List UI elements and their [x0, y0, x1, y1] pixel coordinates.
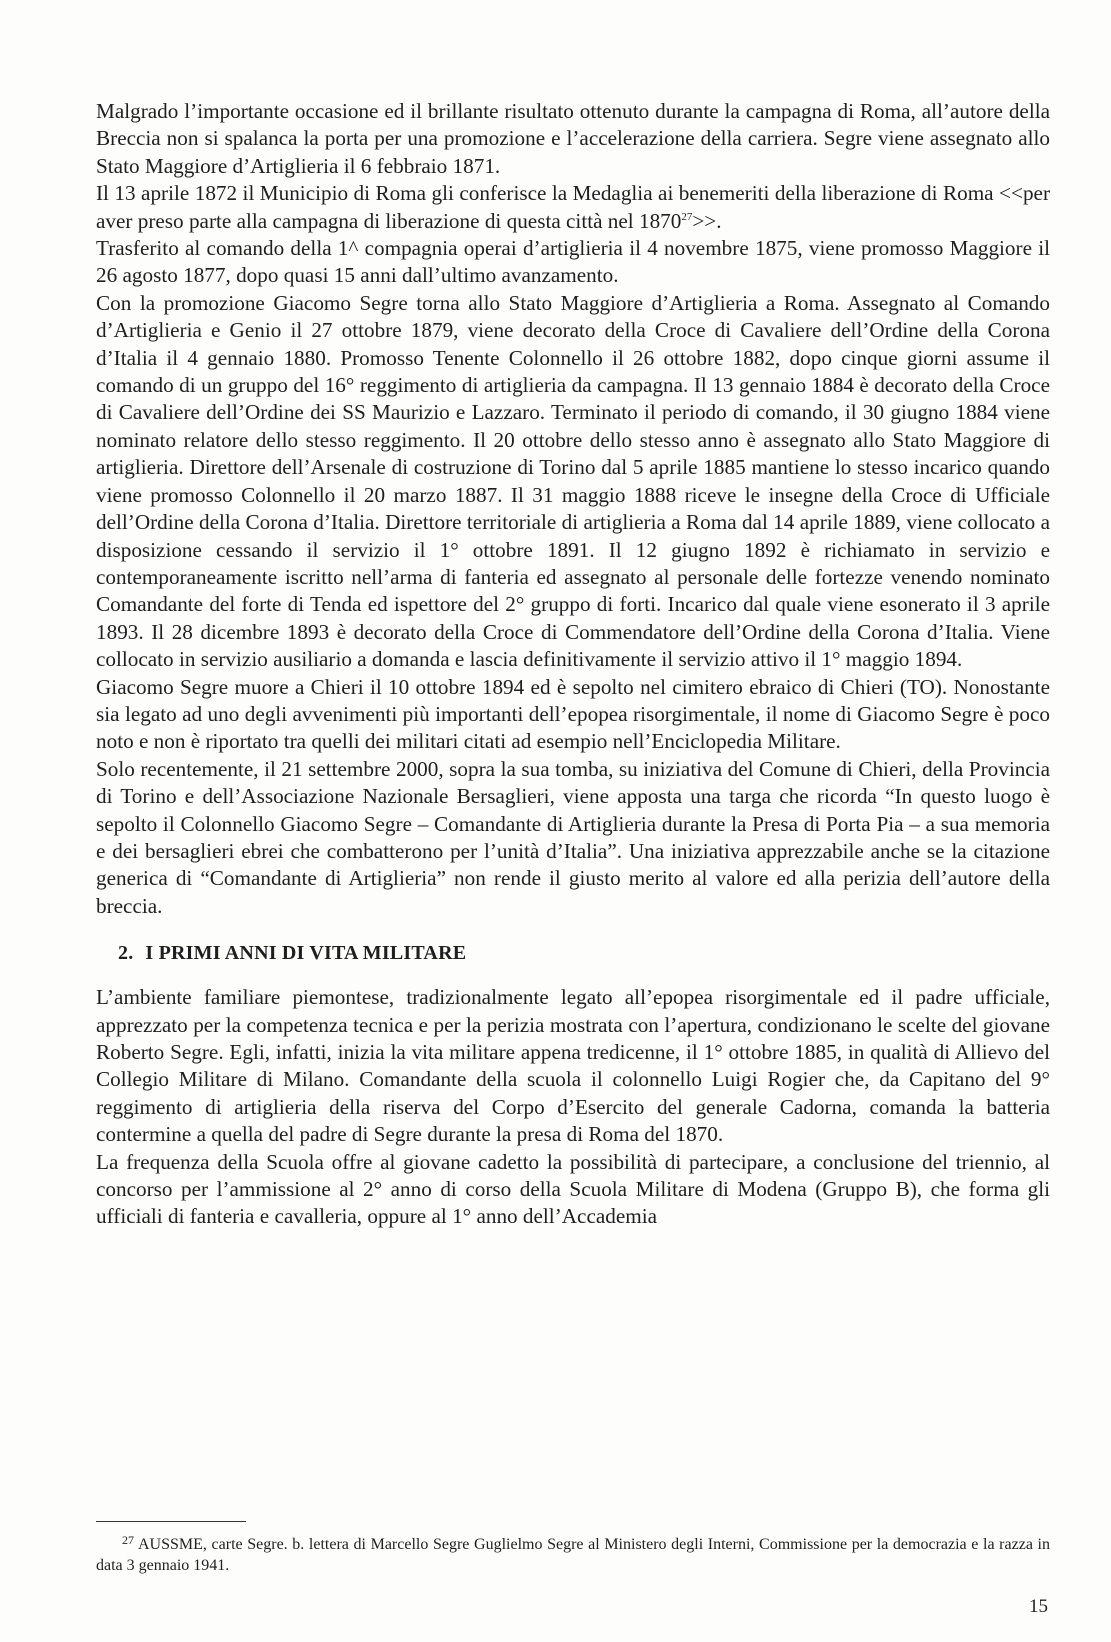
paragraph-promotion: Malgrado l’importante occasione ed il brillante risultato ottenuto durante la campagna di Roma, all’autore della Breccia non si spalanca la porta per una promozione e l’accelerazione della carriera. Segre viene assegnato allo Stato Maggiore d’Artiglieria il 6 febbraio 1871. — [96, 99, 1050, 178]
paragraph-career: Con la promozione Giacomo Segre torna allo Stato Maggiore d’Artiglieria a Roma. Assegnato al Comando d’Artiglieria e Genio il 27 ottobre 1879, viene decorato della Croce di Cavaliere dell’Ordine della Corona d’Italia il 4 gennaio 1880. Promosso Tenente Colonnello il 26 ottobre 1882, dopo cinque giorni assume il comando di un gruppo del 16° reggimento di artiglieria da campagna. Il 13 gennaio 1884 è decorato della Croce di Cavaliere dell’Ordine dei SS Maurizio e Lazzaro. Terminato il periodo di comando, il 30 giugno 1884 viene nominato relatore dello stesso reggimento. Il 20 ottobre dello stesso anno è assegnato allo Stato Maggiore di artiglieria. Direttore dell’Arsenale di costruzione di Torino dal 5 aprile 1885 mantiene lo stesso incarico quando viene promosso Colonnello il 20 marzo 1887. Il 31 maggio 1888 riceve le insegne della Croce di Ufficiale dell’Ordine della Corona d’Italia. Direttore territoriale di artiglieria a Roma dal 14 aprile 1889, viene collocato a disposizione cessando il servizio il 1° ottobre 1891. Il 12 giugno 1892 è richiamato in servizio e contemporaneamente iscritto nell’arma di fanteria ed assegnato al personale delle fortezze venendo nominato Comandante del forte di Tenda ed ispettore del 2° gruppo di forti. Incarico dal quale viene esonerato il 3 aprile 1893. Il 28 dicembre 1893 è decorato della Croce di Commendatore dell’Ordine della Corona d’Italia. Viene collocato in servizio ausiliario a domanda e lascia definitivamente il servizio attivo il 1° maggio 1894. — [96, 290, 1050, 672]
paragraph-medal — [96, 180, 1050, 235]
footnote-divider — [96, 1521, 246, 1522]
paragraph-plaque: Solo recentemente, il 21 settembre 2000, sopra la sua tomba, su iniziativa del Comune di Chieri, della Provincia di Torino e dell’Associazione Nazionale Bersaglieri, viene apposta una targa che ricorda “In questo luogo è sepolto il Colonnello Giacomo Segre – Comandante di Artiglieria durante la Presa di Porta Pia – a sua memoria e dei bersaglieri ebrei che combatterono per l’unità d’Italia”. Una iniziativa apprezzabile anche se la citazione generica di “Comandante di Artiglieria” non rende il giusto merito al valore ed alla perizia dell’autore della breccia. — [96, 756, 1050, 918]
section-heading — [118, 938, 1050, 968]
medal-text-end: >>. — [692, 208, 722, 233]
page-number: 15 — [1029, 1596, 1048, 1617]
footnote-ref: 27 — [681, 210, 693, 223]
paragraph-transfer: Trasferito al comando della 1^ compagnia operai d’artiglieria il 4 novembre 1875, viene promosso Maggiore il 26 agosto 1877, dopo quasi 15 anni dall’ultimo avanzamento. — [96, 236, 1050, 288]
footnote — [96, 1530, 1050, 1576]
section-title: I PRIMI ANNI DI VITA MILITARE — [145, 942, 467, 965]
section-number: 2. — [118, 942, 134, 965]
paragraph-family: L’ambiente familiare piemontese, tradizionalmente legato all’epopea risorgimentale ed il padre ufficiale, apprezzato per la competenza tecnica e per la perizia mostrata con l’apertura, condizionano le scelte del giovane Roberto Segre. Egli, infatti, inizia la vita militare appena tredicenne, il 1° ottobre 1885, in qualità di Allievo del Collegio Militare di Milano. Comandante della scuola il colonnello Luigi Rogier che, da Capitano del 9° reggimento di artiglieria della riserva del Corpo d’Esercito del generale Cadorna, comanda la batteria contermine a quella del padre di Segre durante la presa di Roma del 1870. — [96, 985, 1050, 1147]
footnote-text: AUSSME, carte Segre. b. lettera di Marcello Segre Guglielmo Segre al Ministero degli Interni, Commissione per la democrazia e la razza in data 3 gennaio 1941. — [96, 1536, 1050, 1574]
footnote-number: 27 — [122, 1533, 134, 1547]
paragraph-death: Giacomo Segre muore a Chieri il 10 ottobre 1894 ed è sepolto nel cimitero ebraico di Chieri (TO). Nonostante sia legato ad uno degli avvenimenti più importanti dell’epopea risorgimentale, il nome di Giacomo Segre è poco noto e non è riportato tra quelli dei militari citati ad esempio nell’Enciclopedia Militare. — [96, 674, 1050, 754]
paragraph-school: La frequenza della Scuola offre al giovane cadetto la possibilità di partecipare, a conclusione del triennio, al concorso per l’ammissione al 2° anno di corso della Scuola Militare di Modena (Gruppo B), che forma gli ufficiali di fanteria e cavalleria, oppure al 1° anno dell’Accademia — [96, 1149, 1050, 1229]
body-text — [96, 98, 1050, 1231]
medal-text: Il 13 aprile 1872 il Municipio di Roma gli conferisce la Medaglia ai benemeriti della liberazione di Roma <<per aver preso parte alla campagna di liberazione di questa città nel 1870 — [96, 181, 1050, 233]
